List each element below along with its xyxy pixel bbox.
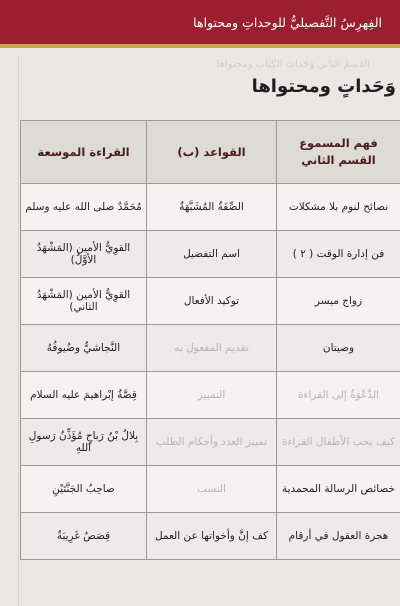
header-listening: فهم المسموع القسم الثاني — [277, 121, 400, 184]
cell-reading: النَّجاشيُّ وضُيوفُهُ — [21, 325, 147, 372]
table-row — [21, 466, 400, 513]
page-heading: وَحَداتٍ ومحتواها — [0, 76, 400, 97]
cell-rules: كف إنَّ وأخواتها عن العمل — [147, 513, 277, 560]
header-rules: القواعد (ب) — [147, 121, 277, 184]
cell-listening: نصائح لنوم بلا مشكلات — [277, 184, 400, 231]
cell-rules: اسم التفضيل — [147, 231, 277, 278]
cell-rules: الصِّفَةُ المُشَبَّهَةُ — [147, 184, 277, 231]
contents-table — [20, 120, 400, 560]
cell-rules: التمييز — [147, 372, 277, 419]
cell-listening: هجرة العقول في أرقام — [277, 513, 400, 560]
table-row — [21, 513, 400, 560]
cell-listening: فن إدارة الوقت ( ٢ ) — [277, 231, 400, 278]
cell-reading: القوِيُّ الأمين (المَشْهَدُ الأوَّلُ) — [21, 231, 147, 278]
cell-reading: القوِيُّ الأمين (المَشْهَدُ الثاني) — [21, 278, 147, 325]
cell-reading: قِصَّةُ إبْراهيمَ عليه السلام — [21, 372, 147, 419]
bleed-through-text: القسمُ الثاني وَحَدات الكِتابِ ومحتواها — [90, 58, 370, 72]
table-row — [21, 184, 400, 231]
header-title: الفِهرِسُ التَّفصيليُّ للوحداتِ ومحتواها — [193, 15, 382, 30]
header-bar — [0, 0, 400, 44]
cell-reading: قِصَصٌ غَرِيبَةٌ — [21, 513, 147, 560]
cell-reading: صاحِبُ الجَنَّتَيْنِ — [21, 466, 147, 513]
cell-reading: مُحَمَّدٌ صلى الله عليه وسلم — [21, 184, 147, 231]
table-row — [21, 231, 400, 278]
cell-reading: بِلالُ بْنُ رَباحٍ مُؤَذِّنُ رَسولِ اللهِ — [21, 419, 147, 466]
cell-listening: الدَّعْوَةُ إلى القراءة — [277, 372, 400, 419]
cell-listening: كيف يحب الأطفال القراءة — [277, 419, 400, 466]
cell-listening: خصائص الرسالة المحمدية — [277, 466, 400, 513]
table-row — [21, 419, 400, 466]
table-row — [21, 325, 400, 372]
cell-rules: توكيد الأفعال — [147, 278, 277, 325]
cell-rules: تقديم المفعول به — [147, 325, 277, 372]
table-row — [21, 278, 400, 325]
table-header-row — [21, 121, 400, 184]
cell-listening: وصيتان — [277, 325, 400, 372]
cell-rules: النسب — [147, 466, 277, 513]
header-reading: القراءة الموسعة — [21, 121, 147, 184]
cell-rules: تمييز العدد وأحكام الطلب — [147, 419, 277, 466]
table-row — [21, 372, 400, 419]
margin-rule — [0, 56, 19, 606]
cell-listening: زواج ميسر — [277, 278, 400, 325]
